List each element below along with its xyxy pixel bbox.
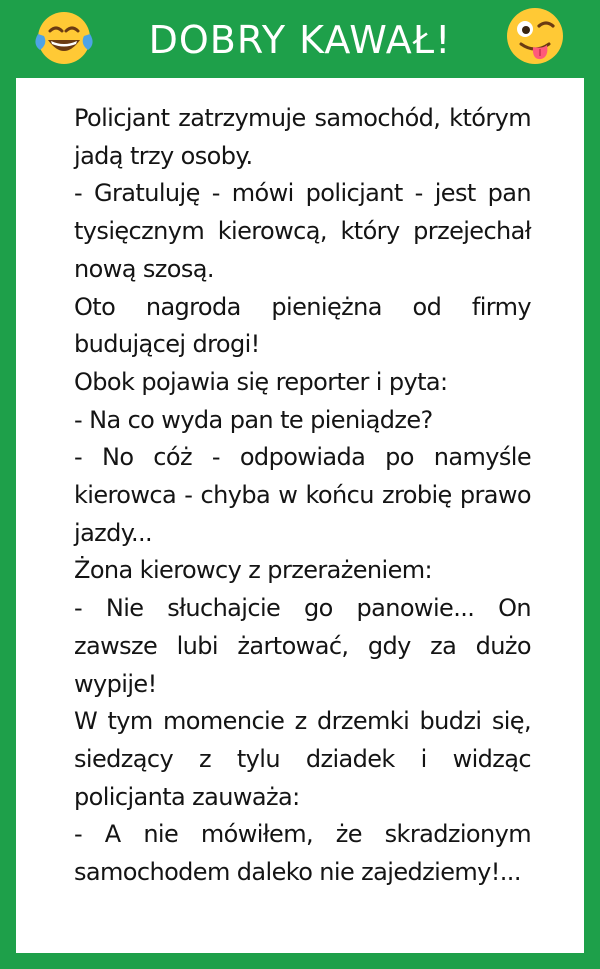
joke-content-panel	[16, 78, 584, 953]
joke-paragraph: Oto nagroda pieniężna od firmy budującej drogi!	[74, 292, 531, 359]
winking-tongue-emoji-icon	[503, 4, 567, 68]
joke-paragraph: Policjant zatrzymuje samochód, którym jadą trzy osoby.	[74, 104, 531, 170]
joke-paragraph: W tym momencie z drzemki budzi się, siedzący z tylu dziadek i widząc policjanta zauważa:	[74, 707, 531, 811]
joke-text	[74, 100, 531, 892]
joke-paragraph: Obok pojawia się reporter i pyta:	[74, 367, 448, 396]
joke-paragraph: Żona kierowcy z przerażeniem:	[74, 556, 433, 585]
header-banner	[0, 0, 600, 78]
joke-paragraph: - No cóż - odpowiada po namyśle kierowca - chyba w końcu zrobię prawo jazdy...	[74, 443, 531, 547]
joke-paragraph: - Gratuluję - mówi policjant - jest pan tysięcznym kierowcą, który przejechał nową szosą.	[74, 179, 531, 283]
joke-paragraph: - Nie słuchajcie go panowie... On zawsze lubi żartować, gdy za dużo wypije!	[74, 594, 531, 698]
joke-paragraph: - Na co wyda pan te pieniądze?	[74, 405, 433, 434]
page-title: DOBRY KAWAŁ!	[148, 18, 452, 62]
joke-paragraph: - A nie mówiłem, że skradzionym samochodem daleko nie zajedziemy!...	[74, 820, 531, 887]
